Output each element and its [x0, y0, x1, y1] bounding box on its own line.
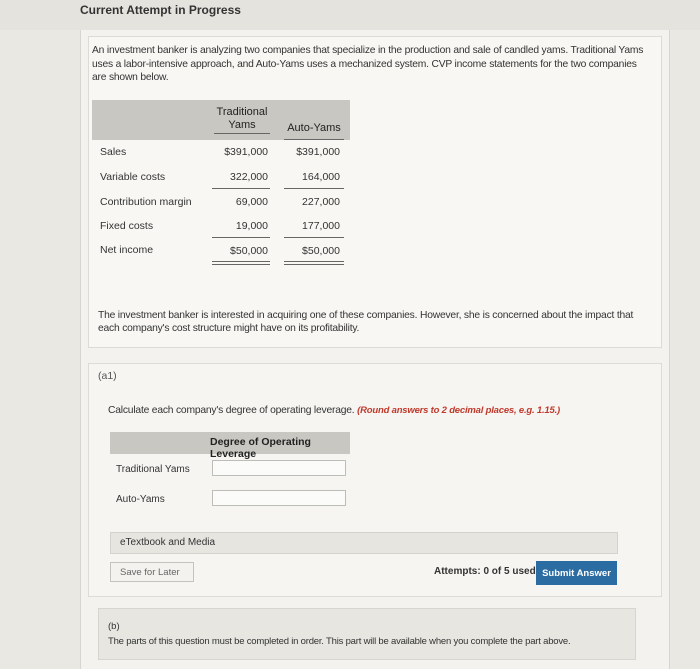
attempts-counter: Attempts: 0 of 5 used — [434, 566, 536, 577]
row-label-contribution-margin: Contribution margin — [100, 196, 192, 208]
submit-answer-button[interactable]: Submit Answer — [536, 561, 617, 585]
cell-sales-traditional: $391,000 — [224, 146, 268, 158]
question-intro: An investment banker is analyzing two companies that specialize in the production and sale of candled yams. Traditional Yams uses a labor-intensive approach, and Auto-Yams uses a mechanized system. CVP income statements for the two companies are shown below. — [92, 45, 644, 83]
attempt-status-title: Current Attempt in Progress — [80, 3, 241, 17]
investment-concern-text: The investment banker is interested in acquiring one of these companies. However, she is concerned about the impact that each company's cost structure might have on its profitability. — [98, 310, 634, 334]
cell-sales-auto: $391,000 — [296, 146, 340, 158]
row-label-net-income: Net income — [100, 244, 154, 256]
etextbook-label: eTextbook and Media — [120, 537, 216, 548]
dol-input-traditional[interactable] — [212, 460, 346, 476]
cell-cm-traditional: 69,000 — [235, 196, 268, 208]
cell-variable-auto: 164,000 — [302, 171, 340, 183]
column-header-auto-yams: Auto-Yams — [287, 122, 341, 134]
column-header-traditional-yams: Traditional Yams — [216, 106, 268, 131]
cell-ni-traditional: $50,000 — [230, 245, 268, 257]
top-bar — [0, 0, 700, 30]
dol-row-label-auto: Auto-Yams — [116, 494, 165, 505]
part-b-locked-message: The parts of this question must be completed in order. This part will be available when you complete the part above. — [108, 636, 571, 647]
dol-column-header: Degree of Operating Leverage — [210, 436, 311, 460]
save-for-later-button[interactable]: Save for Later — [110, 562, 194, 582]
part-a1-label: (a1) — [98, 370, 117, 382]
cell-variable-traditional: 322,000 — [230, 171, 268, 183]
dol-answer-table — [110, 432, 350, 514]
part-a1-instruction: Calculate each company's degree of operating leverage. (Round answers to 2 decimal places, e.g. 1.15.) — [108, 405, 560, 416]
cell-ni-auto: $50,000 — [302, 245, 340, 257]
row-label-variable-costs: Variable costs — [100, 171, 166, 183]
cell-fixed-auto: 177,000 — [302, 220, 340, 232]
dol-row-label-traditional: Traditional Yams — [116, 464, 190, 475]
row-label-fixed-costs: Fixed costs — [100, 220, 154, 232]
part-b-panel — [98, 608, 636, 660]
cvp-income-statement-table — [92, 100, 350, 266]
dol-input-auto[interactable] — [212, 490, 346, 506]
rounding-note: (Round answers to 2 decimal places, e.g. 1.15.) — [357, 405, 560, 416]
cell-cm-auto: 227,000 — [302, 196, 340, 208]
part-b-label: (b) — [108, 621, 120, 632]
row-label-sales: Sales — [100, 146, 127, 158]
etextbook-media-bar[interactable] — [110, 532, 618, 554]
cell-fixed-traditional: 19,000 — [235, 220, 268, 232]
